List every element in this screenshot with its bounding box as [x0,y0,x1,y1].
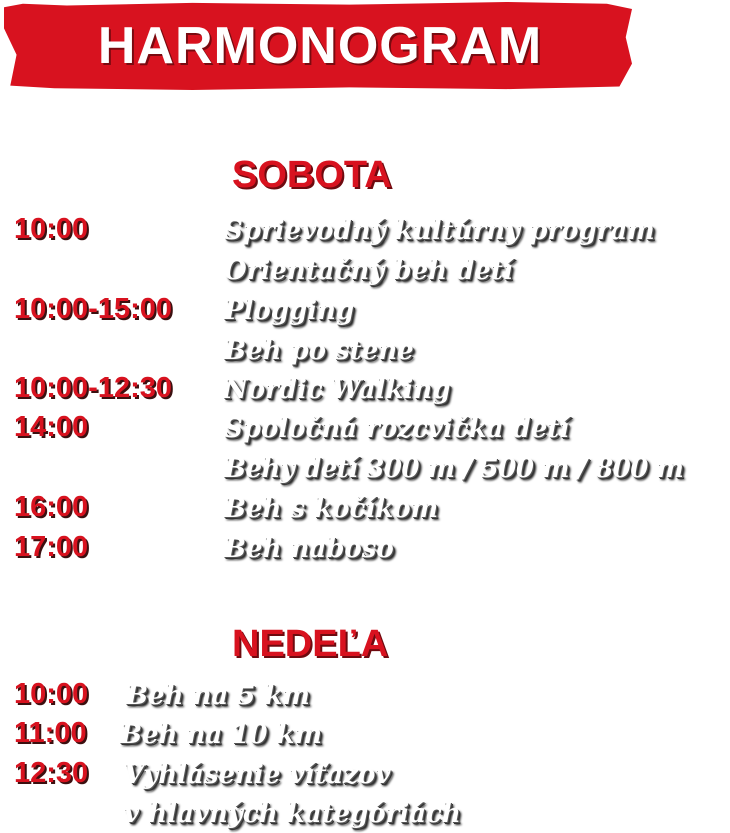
time-label: 12:30 [14,757,89,789]
event-item: Orientačný beh detí [224,256,513,286]
event-item: Beh naboso [224,534,394,564]
time-label: 11:00 [14,717,87,749]
event-item: v hlavných kategóriách [124,799,461,829]
event-item: Vyhlásenie víťazov [124,760,391,790]
time-label: 16:00 [14,491,89,523]
event-item: Behy detí 300 m / 500 m / 800 m [224,454,684,484]
event-item: Nordic Walking [224,375,451,405]
page-title: HARMONOGRAM [97,17,543,75]
time-label: 10:00 [14,678,89,710]
event-item: Spoločná rozcvička detí [224,414,570,444]
event-item: Plogging [224,296,355,326]
time-label: 10:00-15:00 [14,293,172,325]
time-label: 10:00 [14,213,89,245]
event-item: Beh na 10 km [120,720,323,750]
time-label: 17:00 [14,531,89,563]
day-heading-sunday: NEDEĽA [232,623,389,665]
event-item: Sprievodný kultúrny program [224,216,655,246]
time-label: 14:00 [14,411,89,443]
event-item: Beh po stene [224,336,414,366]
event-item: Beh na 5 km [126,681,310,711]
day-heading-saturday: SOBOTA [232,154,392,196]
time-label: 10:00-12:30 [14,372,172,404]
event-item: Beh s kočíkom [224,494,439,524]
